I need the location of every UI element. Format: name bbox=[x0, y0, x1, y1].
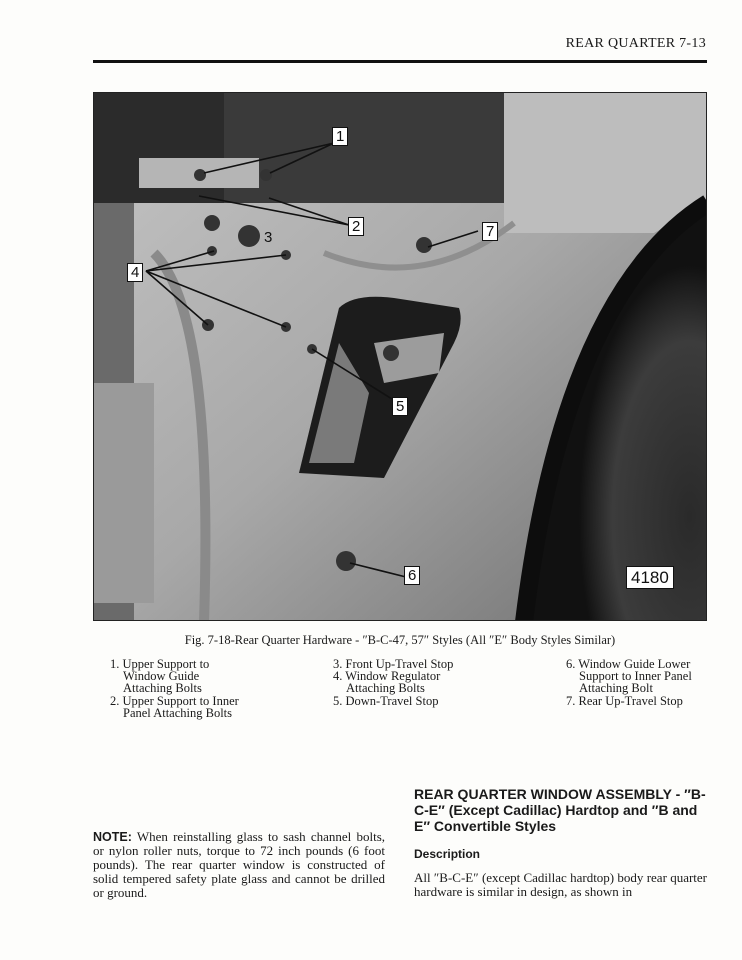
callout-5: 5 bbox=[392, 397, 408, 416]
description-heading: Description bbox=[414, 847, 481, 861]
header-rule bbox=[93, 60, 707, 63]
note-text: When reinstalling glass to sash channel bolts, or nylon roller nuts, torque to 72 inch pounds (6 foot pounds). The rear quarter window is constructed of solid tempered safety plate glass and cannot be drilled or ground. bbox=[93, 829, 385, 900]
figure-caption: Fig. 7-18-Rear Quarter Hardware - ″B-C-47, 57″ Styles (All ″E″ Body Styles Similar) bbox=[184, 633, 616, 647]
note-paragraph bbox=[93, 830, 385, 900]
callout-2: 2 bbox=[348, 217, 364, 236]
rear-quarter-hardware-photo bbox=[94, 93, 707, 621]
legend-column-1 bbox=[110, 658, 250, 719]
photo-number: 4180 bbox=[626, 566, 674, 589]
legend-item: 2. Upper Support to Inner Panel Attaching Bolts bbox=[110, 693, 239, 720]
callout-6: 6 bbox=[404, 566, 420, 585]
callout-4: 4 bbox=[127, 263, 143, 282]
callout-3: 3 bbox=[264, 229, 273, 246]
legend-column-3 bbox=[566, 658, 706, 707]
description-body: All ″B-C-E″ (except Cadillac hardtop) body rear quarter hardware is similar in design, as shown in bbox=[414, 870, 707, 899]
figure-photo bbox=[93, 92, 707, 621]
legend-column-2 bbox=[333, 658, 483, 707]
section-title: REAR QUARTER WINDOW ASSEMBLY - ″B-C-E″ (Except Cadillac) Hardtop and ″B and E″ Convertible Styles bbox=[414, 786, 706, 834]
legend-item: 1. Upper Support to Window Guide Attaching Bolts bbox=[110, 657, 210, 696]
legend-item: 6. Window Guide Lower Support to Inner Panel Attaching Bolt bbox=[566, 657, 692, 696]
legend-item: 4. Window Regulator Attaching Bolts bbox=[333, 669, 441, 696]
note-label: NOTE: bbox=[93, 830, 132, 844]
page-header: REAR QUARTER 7-13 bbox=[565, 36, 706, 51]
legend-item: 7. Rear Up-Travel Stop bbox=[566, 693, 683, 708]
legend-item: 5. Down-Travel Stop bbox=[333, 693, 439, 708]
legend-item: 3. Front Up-Travel Stop bbox=[333, 657, 454, 671]
callout-7: 7 bbox=[482, 222, 498, 241]
callout-1: 1 bbox=[332, 127, 348, 146]
